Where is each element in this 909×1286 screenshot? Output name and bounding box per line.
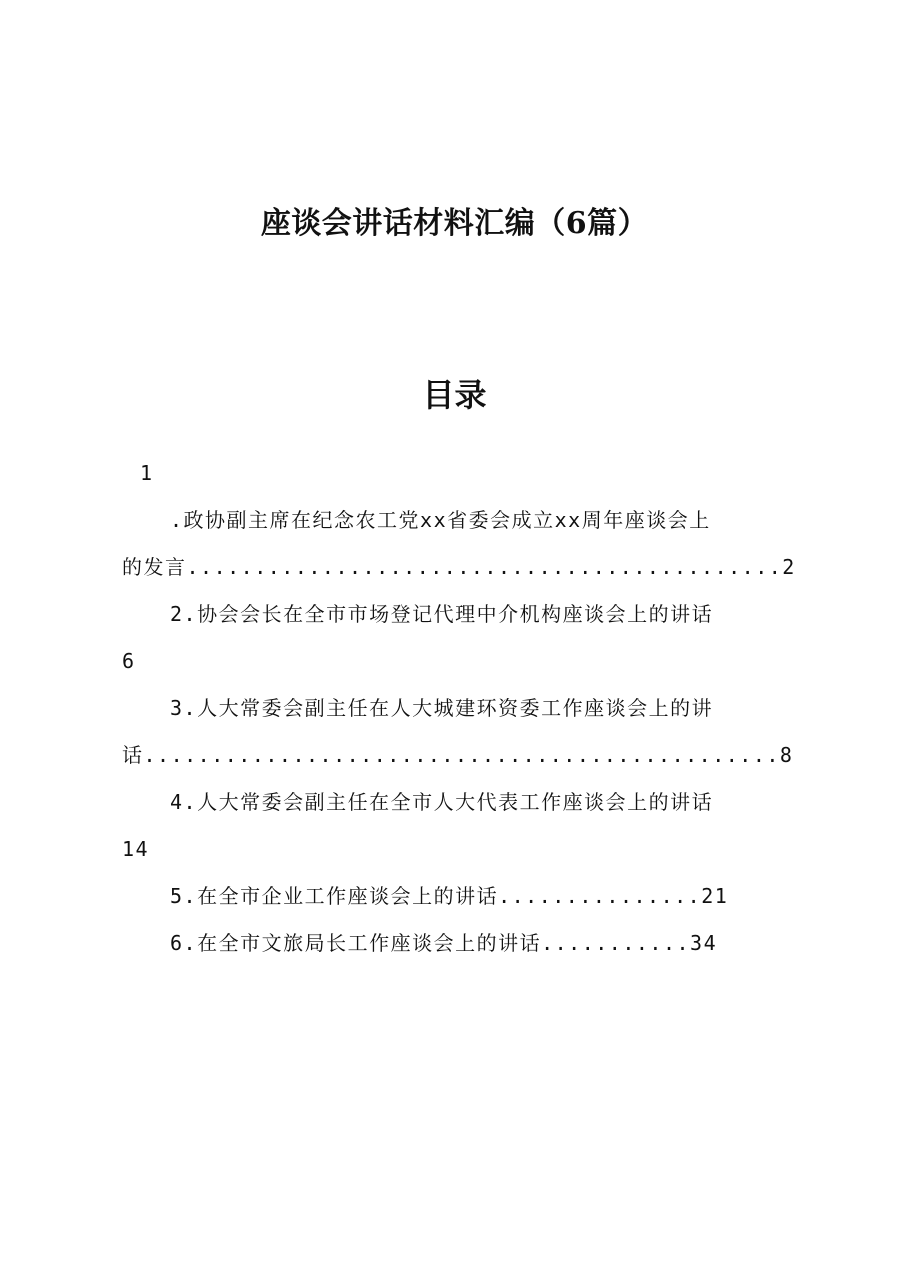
toc-entry-2-line-1[interactable]: 2.协会会长在全市市场登记代理中介机构座谈会上的讲话 [170, 602, 714, 626]
table-of-contents [122, 450, 802, 967]
toc-entry-4-line-2[interactable]: 14 [122, 837, 150, 861]
document-title: 座谈会讲话材料汇编（6篇） [260, 206, 649, 241]
toc-entry-3-line-2[interactable]: 话...............................................8 [122, 743, 794, 767]
toc-entry-1-number: 1 [140, 461, 154, 485]
toc-entry-4-line-1[interactable]: 4.人大常委会副主任在全市人大代表工作座谈会上的讲话 [170, 790, 714, 814]
toc-entry-2-line-2[interactable]: 6 [122, 649, 136, 673]
toc-entry-6[interactable]: 6.在全市文旅局长工作座谈会上的讲话...........34 [170, 931, 718, 955]
toc-entry-3-line-1[interactable]: 3.人大常委会副主任在人大城建环资委工作座谈会上的讲 [170, 696, 714, 720]
toc-entry-1-line-1[interactable]: .政协副主席在纪念农工党xx省委会成立xx周年座谈会上 [170, 508, 711, 532]
toc-entry-5[interactable]: 5.在全市企业工作座谈会上的讲话...............21 [170, 884, 729, 908]
toc-entry-1-line-2[interactable]: 的发言............................................2 [122, 555, 796, 579]
toc-heading: 目录 [422, 376, 487, 414]
